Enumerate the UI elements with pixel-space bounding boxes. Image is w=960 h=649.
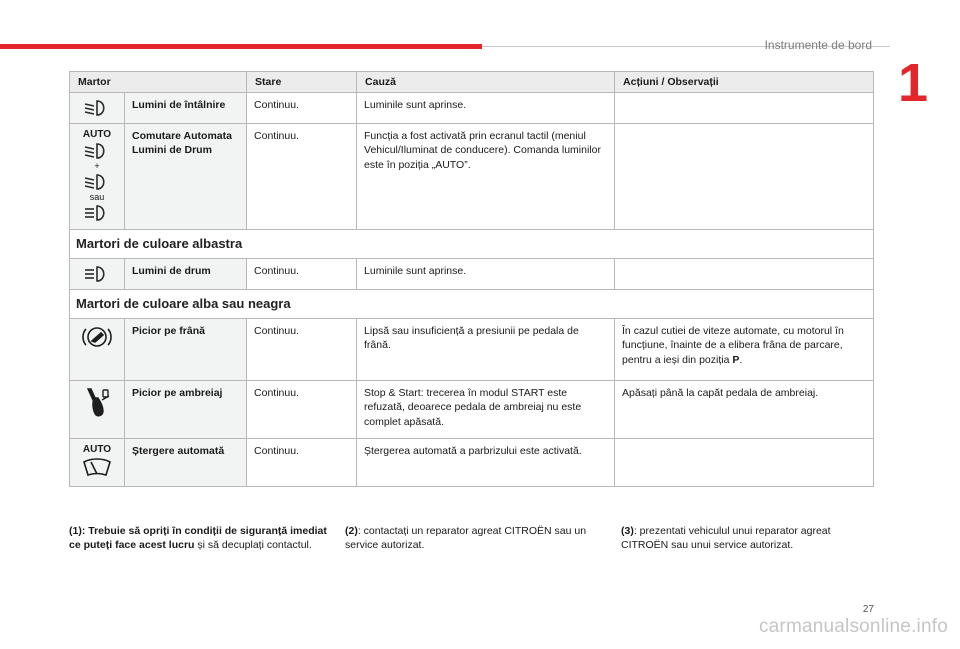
footnote-3-number: (3)	[621, 525, 634, 537]
table-row	[70, 259, 874, 290]
page-number: 27	[862, 604, 874, 615]
table-row	[70, 124, 874, 230]
table-row	[70, 319, 874, 381]
footnote-1	[69, 524, 331, 552]
foot-on-clutch-icon	[82, 396, 112, 408]
watermark: carmanualsonline.info	[758, 616, 948, 637]
indicator-cause: Ștergerea automată a parbrizului este activată.	[357, 439, 615, 487]
indicator-name: Comutare Automata Lumini de Drum	[125, 124, 247, 230]
indicator-action	[615, 439, 874, 487]
indicator-name: Picior pe frână	[125, 319, 247, 381]
indicator-state: Continuu.	[247, 319, 357, 381]
indicator-state: Continuu.	[247, 259, 357, 290]
indicator-state: Continuu.	[247, 439, 357, 487]
indicator-state: Continuu.	[247, 124, 357, 230]
indicator-icon-cell	[70, 381, 125, 439]
col-header-state: Stare	[247, 72, 357, 93]
col-header-indicator: Martor	[70, 72, 247, 93]
section-heading-blue: Martori de culoare albastra	[70, 230, 874, 259]
indicator-cause: Luminile sunt aprinse.	[357, 259, 615, 290]
auto-wipe-icon	[77, 445, 117, 473]
auto-label: AUTO	[82, 444, 112, 455]
indicator-action	[615, 319, 874, 381]
indicator-name: Ștergere automată	[125, 439, 247, 487]
indicator-cause: Lipsă sau insuficiență a presiunii pe pedala de frână.	[357, 319, 615, 381]
indicator-cause: Stop & Start: trecerea în modul START este refuzată, deoarece pedala de ambreiaj nu este complet apăsată.	[357, 381, 615, 439]
chapter-number: 1	[898, 53, 929, 113]
indicator-icon-cell	[70, 259, 125, 290]
indicator-icon-cell	[70, 93, 125, 124]
col-header-cause: Cauză	[357, 72, 615, 93]
indicator-action	[615, 124, 874, 230]
indicator-icon-cell	[70, 124, 125, 230]
table-row	[70, 93, 874, 124]
main-beam-icon	[82, 268, 112, 280]
dipped-beam-icon	[82, 102, 112, 114]
footnote-3-text: : prezentati vehiculul unui reparator agreat CITROËN sau unui service autorizat.	[621, 525, 831, 552]
col-header-actions: Acțiuni / Observații	[615, 72, 874, 93]
indicator-cause: Luminile sunt aprinse.	[357, 93, 615, 124]
auto-high-beam-icon	[77, 130, 117, 219]
indicator-icon-cell	[70, 319, 125, 381]
section-heading-white: Martori de culoare alba sau neagra	[70, 290, 874, 319]
indicator-name: Lumini de întâlnire	[125, 93, 247, 124]
header-accent-bar	[0, 44, 482, 49]
footnote-3	[621, 524, 873, 552]
indicator-name: Lumini de drum	[125, 259, 247, 290]
footnote-2	[345, 524, 595, 552]
indicator-action	[615, 259, 874, 290]
indicator-table	[69, 71, 874, 487]
indicator-icon-cell	[70, 439, 125, 487]
foot-on-brake-icon	[81, 331, 113, 343]
indicator-name: Picior pe ambreiaj	[125, 381, 247, 439]
section-title: Instrumente de bord	[764, 38, 872, 52]
plus-label: +	[94, 161, 100, 171]
indicator-action	[615, 93, 874, 124]
gear-position-p: P	[732, 353, 740, 366]
table-row	[70, 439, 874, 487]
indicator-action: Apăsați până la capăt pedala de ambreiaj.	[615, 381, 874, 439]
or-label: sau	[89, 192, 105, 202]
footnote-2-text: : contactați un reparator agreat CITROËN sau un service autorizat.	[345, 525, 587, 552]
indicator-cause: Funcția a fost activată prin ecranul tactil (meniul Vehicul/Iluminat de conducere). Comanda luminilor este în poziția „AUTO”.	[357, 124, 615, 230]
action-text-end: .	[739, 353, 743, 366]
table-row	[70, 381, 874, 439]
indicator-state: Continuu.	[247, 381, 357, 439]
table-header-row	[70, 72, 874, 93]
footnote-1-bold: : Trebuie să opriți în condiții de siguranță imediat ce puteți face acest lucru	[69, 525, 327, 552]
footnote-2-number: (2)	[345, 525, 358, 537]
action-text: În cazul cutiei de viteze automate, cu motorul în funcțiune, înainte de a elibera frâna de parcare, pentru a ieși din poziția	[622, 325, 844, 366]
indicator-state: Continuu.	[247, 93, 357, 124]
section-heading-row	[70, 290, 874, 319]
footnote-1-number: (1)	[69, 525, 82, 537]
section-heading-row	[70, 230, 874, 259]
footnote-1-text: și să decuplați contactul.	[194, 539, 312, 552]
auto-label: AUTO	[82, 129, 112, 140]
